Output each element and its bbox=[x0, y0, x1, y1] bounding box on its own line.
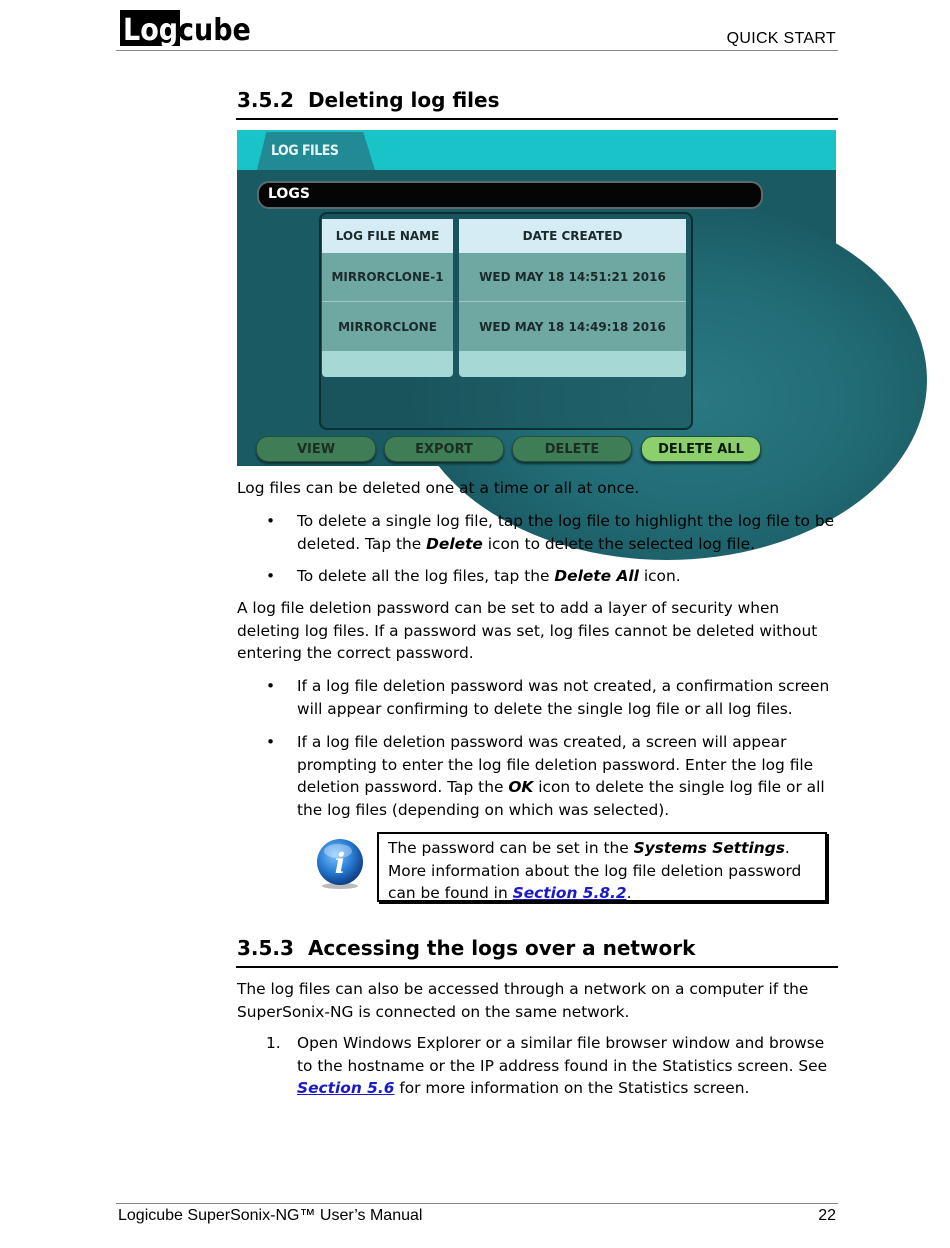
step-number: 1. bbox=[266, 1034, 281, 1052]
header-divider bbox=[116, 50, 838, 51]
emphasis-delete: Delete bbox=[426, 534, 483, 553]
paragraph-password: A log file deletion password can be set to add a layer of security when deleting log files. If a password was set, log files cannot be deleted without entering the correct password. bbox=[237, 599, 818, 663]
device-tab-label: LOG FILES bbox=[271, 143, 339, 159]
table-cell: WED MAY 18 14:51:21 2016 bbox=[459, 253, 686, 301]
header-section-label: QUICK START bbox=[726, 30, 836, 47]
note-text: The password can be set in the bbox=[388, 839, 634, 857]
device-delete-button: DELETE bbox=[512, 436, 632, 462]
bullet-with-password bbox=[297, 731, 837, 821]
section-heading-3-5-3 bbox=[237, 936, 695, 960]
bullet-text: To delete a single log file, tap the log file to highlight the log file to be deleted. Tap the bbox=[297, 512, 835, 553]
section-heading-3-5-2 bbox=[237, 88, 500, 112]
section-title: Accessing the logs over a network bbox=[307, 936, 696, 960]
logicube-logo bbox=[120, 8, 251, 48]
svg-text:cube: cube bbox=[178, 13, 251, 48]
emphasis-delete-all: Delete All bbox=[554, 567, 639, 585]
device-logs-bar-label: LOGS bbox=[268, 186, 310, 202]
device-column-date-created bbox=[459, 219, 686, 377]
note-text: . More information about the log file deletion password can be found in bbox=[388, 839, 802, 903]
info-icon bbox=[316, 838, 364, 890]
info-note-box bbox=[377, 832, 827, 902]
footer-divider bbox=[116, 1203, 838, 1204]
svg-text:i: i bbox=[334, 847, 346, 880]
table-cell: MIRRORCLONE bbox=[322, 302, 453, 351]
step-text: Open Windows Explorer or a similar file browser window and browse to the hostname or the IP address found in the Statistics screen. See bbox=[297, 1034, 828, 1075]
emphasis-systems-settings: Systems Settings bbox=[633, 839, 785, 857]
bullet-no-password: If a log file deletion password was not created, a confirmation screen will appear confirming to delete the single log file or all log files. bbox=[297, 677, 830, 718]
page-number: 22 bbox=[818, 1207, 836, 1224]
footer-manual-title: Logicube SuperSonix-NG™ User’s Manual bbox=[118, 1207, 423, 1224]
device-delete-all-button: DELETE ALL bbox=[641, 436, 761, 462]
device-export-button: EXPORT bbox=[384, 436, 504, 462]
paragraph-network: The log files can also be accessed through a network on a computer if the SuperSonix-NG is connected on the same network. bbox=[237, 980, 809, 1021]
device-logs-bar bbox=[257, 181, 763, 209]
heading-underline bbox=[236, 118, 838, 120]
paragraph-intro: Log files can be deleted one at a time or all at once. bbox=[237, 479, 640, 497]
section-number: 3.5.2 bbox=[237, 88, 294, 112]
bullet-dot: • bbox=[266, 677, 276, 695]
bullet-text: icon to delete the selected log file. bbox=[482, 534, 755, 553]
svg-text:Logi: Logi bbox=[123, 13, 188, 48]
section-5-6-link[interactable]: Section 5.6 bbox=[297, 1079, 395, 1098]
device-view-button: VIEW bbox=[256, 436, 376, 462]
bullet-dot: • bbox=[266, 567, 276, 585]
device-column-file-name bbox=[322, 219, 453, 377]
bullet-text: icon. bbox=[638, 567, 681, 585]
column-header: LOG FILE NAME bbox=[322, 219, 453, 253]
step-1 bbox=[297, 1032, 837, 1100]
table-cell: MIRRORCLONE-1 bbox=[322, 253, 453, 301]
bullet-delete-all bbox=[297, 565, 837, 588]
bullet-text: icon to delete the single log file or all the log files (depending on which was selected). bbox=[297, 778, 825, 819]
table-cell: WED MAY 18 14:49:18 2016 bbox=[459, 302, 686, 351]
step-text: for more information on the Statistics screen. bbox=[394, 1079, 750, 1098]
device-screenshot bbox=[237, 130, 836, 466]
column-header: DATE CREATED bbox=[459, 219, 686, 253]
emphasis-ok: OK bbox=[508, 778, 534, 797]
note-text: . bbox=[626, 884, 632, 903]
section-title: Deleting log files bbox=[307, 88, 500, 112]
section-number: 3.5.3 bbox=[237, 936, 294, 960]
bullet-dot: • bbox=[266, 733, 276, 751]
bullet-delete-single bbox=[297, 510, 837, 555]
bullet-dot: • bbox=[266, 512, 276, 530]
section-5-8-2-link[interactable]: Section 5.8.2 bbox=[512, 884, 627, 903]
heading-underline bbox=[236, 966, 838, 968]
bullet-text: To delete all the log files, tap the bbox=[297, 567, 555, 585]
bullet-text: If a log file deletion password was created, a screen will appear prompting to enter the log file deletion password. Enter the log file deletion password. Tap the bbox=[297, 733, 814, 797]
